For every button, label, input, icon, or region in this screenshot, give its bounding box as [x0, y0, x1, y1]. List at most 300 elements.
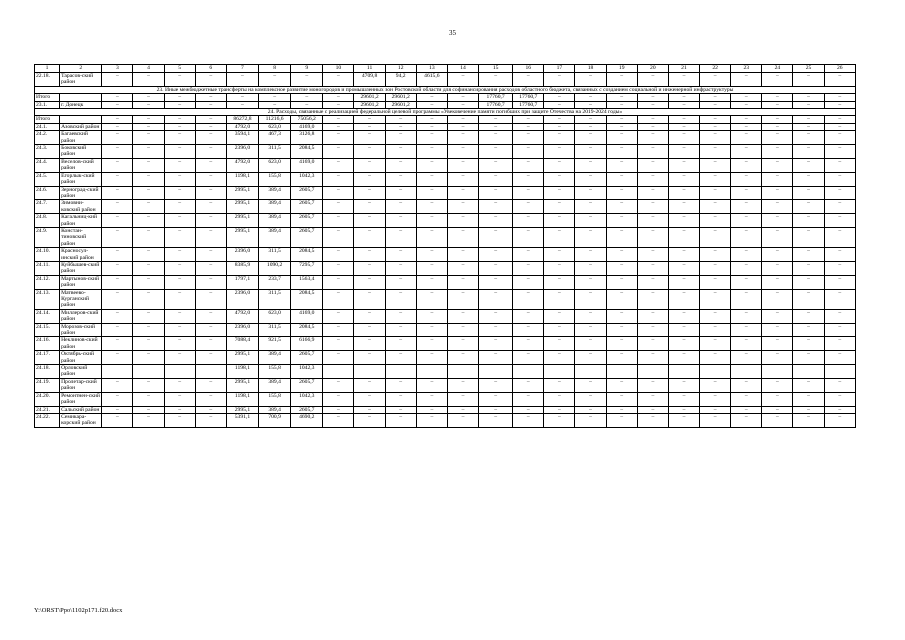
district-name-cell: Багаевский район [60, 131, 102, 145]
value-cell: – [575, 131, 606, 145]
row-number-cell: 24.15. [35, 323, 60, 337]
value-cell: – [575, 289, 606, 309]
value-cell: – [544, 116, 575, 123]
value-cell: – [700, 101, 731, 108]
value-cell: – [385, 289, 416, 309]
value-cell: – [102, 378, 133, 392]
value-cell: – [824, 413, 855, 427]
file-path-footer: Y:\ORST\Ppo\1102p171.f20.docx [34, 607, 123, 614]
value-cell: – [544, 275, 575, 289]
value-cell: – [479, 227, 513, 247]
value-cell: – [762, 392, 793, 406]
row-number-cell: 24.6. [35, 186, 60, 200]
value-cell: – [824, 116, 855, 123]
value-cell: 700,9 [259, 413, 291, 427]
value-cell: – [544, 351, 575, 365]
table-row [35, 323, 856, 337]
value-cell: 29601,2 [385, 101, 416, 108]
value-cell: 5391,1 [226, 413, 258, 427]
value-cell: – [606, 116, 637, 123]
row-number-cell: 24.13. [35, 289, 60, 309]
value-cell: – [637, 94, 668, 101]
value-cell: – [637, 392, 668, 406]
value-cell: – [668, 158, 699, 172]
value-cell: – [793, 158, 824, 172]
table-row [35, 158, 856, 172]
value-cell: – [447, 406, 478, 413]
row-number-cell: 23.1. [35, 101, 60, 108]
value-cell [606, 365, 637, 379]
value-cell: – [354, 186, 385, 200]
value-cell: – [195, 131, 226, 145]
value-cell: – [762, 131, 793, 145]
value-cell: – [133, 337, 164, 351]
value-cell: – [544, 172, 575, 186]
value-cell: – [354, 172, 385, 186]
value-cell: – [195, 413, 226, 427]
value-cell: – [513, 289, 544, 309]
value-cell: – [133, 289, 164, 309]
value-cell: – [447, 227, 478, 247]
value-cell: 1198,1 [226, 365, 258, 379]
value-cell: 11216,6 [259, 116, 291, 123]
value-cell: 1090,2 [259, 261, 291, 275]
column-number-cell: 21 [668, 65, 699, 73]
value-cell: – [164, 200, 195, 214]
value-cell: – [513, 214, 544, 228]
value-cell: – [544, 378, 575, 392]
district-name-cell: Куйбышев-ский район [60, 261, 102, 275]
value-cell: – [575, 261, 606, 275]
value-cell: – [513, 227, 544, 247]
value-cell: – [195, 337, 226, 351]
value-cell: – [133, 214, 164, 228]
value-cell: – [824, 351, 855, 365]
value-cell: – [323, 73, 354, 87]
value-cell: – [385, 158, 416, 172]
value-cell: – [575, 309, 606, 323]
value-cell: – [824, 101, 855, 108]
value-cell: 389,4 [259, 186, 291, 200]
value-cell: – [513, 123, 544, 130]
value-cell: – [824, 145, 855, 159]
column-number-cell: 24 [762, 65, 793, 73]
value-cell: – [291, 73, 323, 87]
value-cell: – [416, 261, 447, 275]
value-cell [102, 365, 133, 379]
district-name-cell: Семикара-корский район [60, 413, 102, 427]
district-name-cell: Орловский район [60, 365, 102, 379]
value-cell: – [824, 158, 855, 172]
row-number-cell: 24.21. [35, 406, 60, 413]
value-cell: 155,8 [259, 365, 291, 379]
value-cell: 2084,5 [291, 145, 323, 159]
value-cell: – [637, 116, 668, 123]
column-number-cell: 25 [793, 65, 824, 73]
value-cell: 623,0 [259, 309, 291, 323]
value-cell: – [762, 351, 793, 365]
value-cell: – [447, 309, 478, 323]
value-cell: – [164, 94, 195, 101]
value-cell: – [259, 73, 291, 87]
value-cell: 7088,4 [226, 337, 258, 351]
value-cell: – [793, 392, 824, 406]
value-cell: 3126,8 [291, 131, 323, 145]
value-cell: – [195, 275, 226, 289]
value-cell: – [164, 323, 195, 337]
value-cell [575, 365, 606, 379]
value-cell: – [606, 123, 637, 130]
value-cell: – [762, 289, 793, 309]
value-cell: – [700, 172, 731, 186]
value-cell: – [133, 158, 164, 172]
district-name-cell: Ремонтнен-ский район [61, 392, 100, 406]
value-cell: – [668, 309, 699, 323]
value-cell: – [447, 101, 478, 108]
value-cell [824, 365, 855, 379]
value-cell: – [824, 378, 855, 392]
value-cell: 4792,0 [226, 309, 258, 323]
column-number-cell: 12 [385, 65, 416, 73]
value-cell: – [416, 351, 447, 365]
value-cell: – [606, 214, 637, 228]
value-cell: – [762, 406, 793, 413]
value-cell: – [762, 337, 793, 351]
table-row [35, 378, 856, 392]
value-cell: – [447, 145, 478, 159]
value-cell: 4615,6 [416, 73, 447, 87]
district-name-cell: Сальский район [60, 406, 102, 413]
value-cell: – [102, 73, 133, 87]
value-cell: – [544, 309, 575, 323]
value-cell: – [762, 123, 793, 130]
value-cell: – [793, 145, 824, 159]
row-number-cell: 24.11. [35, 261, 60, 275]
value-cell: – [513, 261, 544, 275]
value-cell: – [793, 101, 824, 108]
value-cell: – [195, 227, 226, 247]
value-cell: – [323, 392, 354, 406]
value-cell: – [637, 406, 668, 413]
value-cell: – [354, 337, 385, 351]
value-cell: – [637, 158, 668, 172]
value-cell: – [354, 145, 385, 159]
value-cell: – [102, 172, 133, 186]
value-cell: – [731, 392, 762, 406]
value-cell: 389,4 [259, 406, 291, 413]
value-cell: – [513, 337, 544, 351]
value-cell: – [447, 413, 478, 427]
value-cell: – [668, 413, 699, 427]
value-cell: – [416, 172, 447, 186]
value-cell: – [323, 200, 354, 214]
value-cell: – [731, 248, 762, 262]
value-cell: – [731, 101, 762, 108]
section-heading: 24. Расходы, связанные с реализацией федеральной целевой программы «Увековечение памяти погибших при защите Отечества на 2019-2024 годы» [35, 109, 856, 116]
value-cell: – [416, 101, 447, 108]
value-cell: – [479, 248, 513, 262]
value-cell: – [195, 123, 226, 130]
value-cell: 1042,3 [291, 365, 323, 379]
value-cell: – [668, 323, 699, 337]
value-cell: – [637, 186, 668, 200]
row-number-cell: 24.8. [35, 214, 60, 228]
value-cell: – [824, 123, 855, 130]
value-cell: 2995,1 [226, 351, 258, 365]
value-cell: – [762, 309, 793, 323]
value-cell: – [416, 392, 447, 406]
value-cell: – [195, 406, 226, 413]
value-cell: – [195, 158, 226, 172]
value-cell: – [700, 351, 731, 365]
value-cell: – [544, 123, 575, 130]
value-cell: – [668, 145, 699, 159]
value-cell: – [195, 101, 226, 108]
value-cell: – [731, 289, 762, 309]
value-cell [513, 365, 544, 379]
value-cell: – [544, 186, 575, 200]
section-heading-row [35, 109, 856, 116]
value-cell [668, 365, 699, 379]
value-cell: – [385, 227, 416, 247]
row-number-cell: 24.4. [35, 158, 60, 172]
value-cell: – [479, 351, 513, 365]
value-cell: – [323, 248, 354, 262]
value-cell: 4169,0 [291, 309, 323, 323]
value-cell: – [479, 275, 513, 289]
value-cell: – [102, 227, 133, 247]
value-cell: – [479, 261, 513, 275]
value-cell: – [323, 261, 354, 275]
value-cell: – [416, 214, 447, 228]
value-cell: 2605,7 [291, 214, 323, 228]
value-cell: – [762, 158, 793, 172]
value-cell: – [479, 323, 513, 337]
value-cell: – [164, 172, 195, 186]
value-cell: – [575, 123, 606, 130]
value-cell: – [637, 289, 668, 309]
value-cell: – [133, 275, 164, 289]
district-name-cell: Морозов-ский район [60, 323, 102, 337]
table-row [35, 261, 856, 275]
value-cell: – [793, 309, 824, 323]
value-cell: – [700, 248, 731, 262]
row-number-cell: 22.18. [35, 73, 60, 87]
value-cell: – [354, 323, 385, 337]
value-cell: 2605,7 [291, 351, 323, 365]
value-cell: – [479, 172, 513, 186]
value-cell: – [793, 289, 824, 309]
value-cell: – [513, 131, 544, 145]
value-cell: – [323, 172, 354, 186]
value-cell: – [164, 73, 195, 87]
value-cell: – [606, 378, 637, 392]
table-body [35, 73, 856, 428]
value-cell: – [793, 186, 824, 200]
value-cell: – [479, 392, 513, 406]
value-cell: – [133, 413, 164, 427]
value-cell: – [700, 186, 731, 200]
value-cell: – [102, 101, 133, 108]
value-cell: – [606, 261, 637, 275]
value-cell: – [133, 145, 164, 159]
value-cell: – [824, 275, 855, 289]
value-cell: – [762, 227, 793, 247]
district-name-cell: Миллеров-ский район [60, 309, 102, 323]
value-cell: – [195, 323, 226, 337]
value-cell: – [637, 214, 668, 228]
district-name-cell: Зимовни-ковский район [60, 200, 102, 214]
value-cell: – [700, 406, 731, 413]
value-cell: 75056,2 [291, 116, 323, 123]
value-cell: – [447, 378, 478, 392]
value-cell: – [164, 227, 195, 247]
table-row [35, 73, 856, 87]
value-cell: 389,4 [259, 214, 291, 228]
value-cell: – [513, 116, 544, 123]
district-name-cell: Егорлык-ский район [60, 172, 102, 186]
value-cell: 2084,5 [291, 323, 323, 337]
value-cell: – [416, 289, 447, 309]
value-cell: – [354, 123, 385, 130]
value-cell: – [700, 275, 731, 289]
value-cell: – [700, 131, 731, 145]
value-cell: – [637, 200, 668, 214]
value-cell: – [133, 200, 164, 214]
value-cell: – [385, 186, 416, 200]
value-cell: 311,5 [259, 145, 291, 159]
value-cell: – [354, 378, 385, 392]
value-cell: 1797,1 [226, 275, 258, 289]
value-cell: – [824, 200, 855, 214]
district-name-cell: Матвеево-Курганский район [60, 289, 102, 309]
value-cell: – [513, 275, 544, 289]
value-cell: – [447, 289, 478, 309]
row-number-cell: 24.19. [35, 378, 60, 392]
value-cell: – [479, 123, 513, 130]
value-cell: – [637, 261, 668, 275]
value-cell: – [575, 94, 606, 101]
value-cell: – [668, 123, 699, 130]
value-cell: – [354, 214, 385, 228]
value-cell [700, 365, 731, 379]
district-name-cell: Мартынов-ский район [60, 275, 102, 289]
value-cell: – [323, 123, 354, 130]
column-number-cell: 15 [479, 65, 513, 73]
value-cell: 8385,9 [226, 261, 258, 275]
value-cell: – [447, 131, 478, 145]
value-cell: – [513, 378, 544, 392]
column-number-cell: 2 [60, 65, 102, 73]
value-cell: – [606, 337, 637, 351]
value-cell: – [416, 186, 447, 200]
value-cell: – [513, 413, 544, 427]
value-cell: – [164, 351, 195, 365]
value-cell: – [793, 378, 824, 392]
value-cell: – [259, 94, 291, 101]
value-cell: – [762, 261, 793, 275]
column-number-cell: 16 [513, 65, 544, 73]
page-number: 35 [449, 29, 456, 37]
value-cell: – [762, 248, 793, 262]
value-cell: – [731, 378, 762, 392]
district-name-cell: Красносул-инский район [60, 248, 102, 262]
value-cell: – [479, 214, 513, 228]
value-cell: 623,0 [259, 123, 291, 130]
value-cell: – [606, 227, 637, 247]
value-cell: – [416, 248, 447, 262]
value-cell: 17760,7 [479, 101, 513, 108]
value-cell: – [668, 248, 699, 262]
value-cell: – [164, 337, 195, 351]
value-cell: – [793, 200, 824, 214]
value-cell: – [824, 172, 855, 186]
value-cell: – [513, 323, 544, 337]
value-cell: 2605,7 [291, 227, 323, 247]
value-cell: – [164, 309, 195, 323]
value-cell: – [416, 309, 447, 323]
value-cell: – [544, 200, 575, 214]
value-cell: – [731, 261, 762, 275]
value-cell: – [354, 227, 385, 247]
value-cell: 2605,7 [291, 186, 323, 200]
value-cell: 4709,8 [354, 73, 385, 87]
district-name-cell: Тарасов-ский район [60, 73, 102, 87]
value-cell: – [354, 248, 385, 262]
value-cell: – [637, 351, 668, 365]
value-cell: – [133, 131, 164, 145]
value-cell: – [544, 227, 575, 247]
value-cell: – [637, 227, 668, 247]
value-cell: – [416, 94, 447, 101]
value-cell: – [575, 214, 606, 228]
value-cell: – [195, 248, 226, 262]
value-cell: – [606, 186, 637, 200]
value-cell: – [385, 309, 416, 323]
value-cell: – [385, 214, 416, 228]
value-cell: – [700, 116, 731, 123]
table-row [35, 406, 856, 413]
value-cell: – [606, 73, 637, 87]
value-cell: – [133, 406, 164, 413]
value-cell: – [513, 145, 544, 159]
value-cell: – [385, 413, 416, 427]
value-cell: – [291, 101, 323, 108]
value-cell: – [731, 337, 762, 351]
value-cell: – [793, 94, 824, 101]
value-cell: – [575, 145, 606, 159]
value-cell: – [731, 186, 762, 200]
value-cell: – [416, 323, 447, 337]
value-cell: – [762, 275, 793, 289]
value-cell: – [731, 200, 762, 214]
table-row [35, 248, 856, 262]
value-cell: – [354, 275, 385, 289]
value-cell: – [102, 123, 133, 130]
value-cell: – [385, 172, 416, 186]
value-cell: – [164, 261, 195, 275]
value-cell: – [637, 323, 668, 337]
value-cell: – [323, 214, 354, 228]
value-cell [762, 365, 793, 379]
table-row [35, 392, 856, 406]
value-cell: – [164, 275, 195, 289]
value-cell: – [447, 200, 478, 214]
value-cell: – [354, 406, 385, 413]
value-cell: – [447, 172, 478, 186]
value-cell: – [637, 131, 668, 145]
value-cell: – [824, 392, 855, 406]
